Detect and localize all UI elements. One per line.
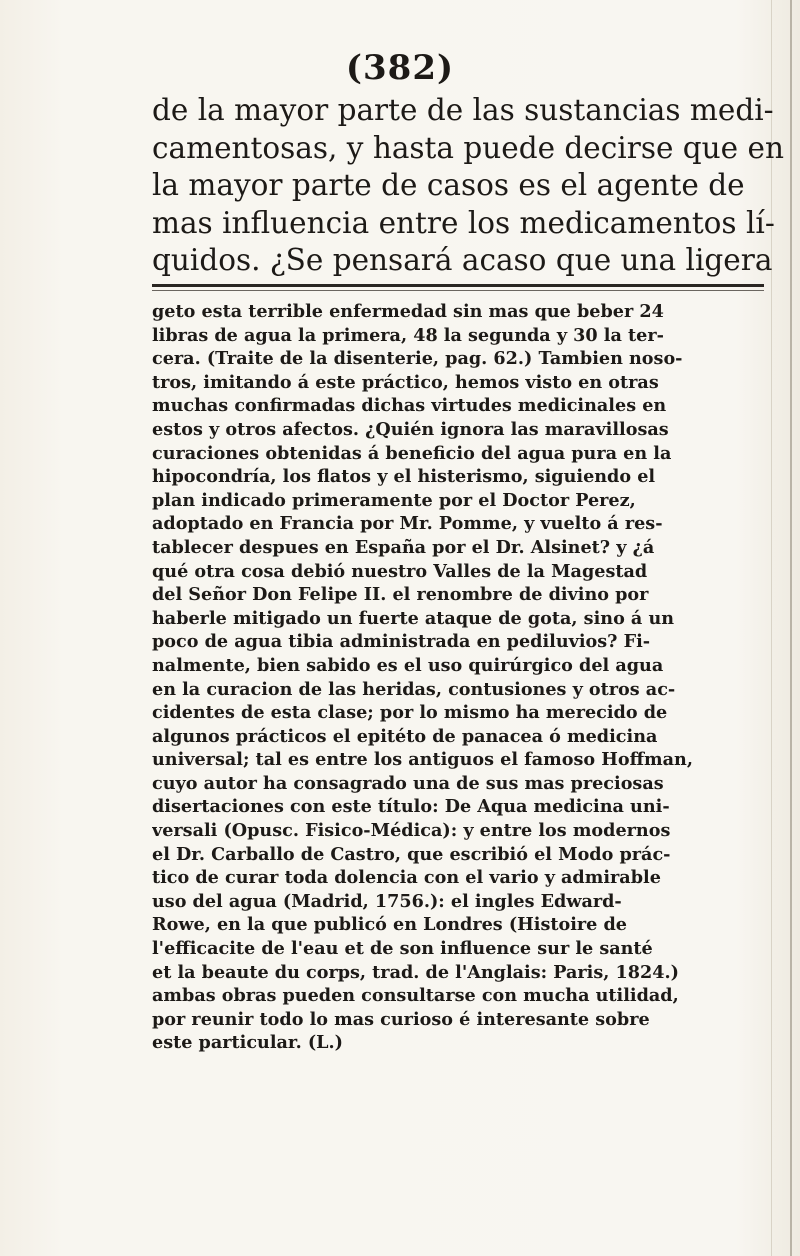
footnote-line: versali (Opusc. Fisico-Médica): y entre los modernos — [152, 820, 671, 842]
footnote-line: poco de agua tibia administrada en pediluvios? Fi- — [152, 631, 651, 653]
footnote-line: libras de agua la primera, 48 la segunda y 30 la ter- — [152, 324, 664, 346]
footnote-line: tablecer despues en España por el Dr. Alsinet? y ¿á — [152, 536, 655, 558]
footnote — [152, 300, 768, 1055]
footnote-divider-thin — [152, 290, 764, 291]
page-edge — [790, 0, 792, 1256]
footnote-line: plan indicado primeramente por el Doctor Perez, — [152, 489, 636, 511]
footnote-line: tros, imitando á este práctico, hemos visto en otras — [152, 371, 659, 393]
footnote-line: et la beaute du corps, trad. de l'Anglais: Paris, 1824.) — [152, 961, 679, 983]
footnote-line: estos y otros afectos. ¿Quién ignora las maravillosas — [152, 418, 669, 440]
footnote-line: este particular. (L.) — [152, 1032, 343, 1054]
footnote-line: tico de curar toda dolencia con el vario y admirable — [152, 867, 661, 889]
footnote-line: disertaciones con este título: De Aqua medicina uni- — [152, 796, 670, 818]
main-line: quidos. ¿Se pensará acaso que una ligera — [152, 243, 773, 277]
footnote-line: el Dr. Carballo de Castro, que escribió el Modo prác- — [152, 843, 671, 865]
footnote-line: qué otra cosa debió nuestro Valles de la Magestad — [152, 560, 648, 582]
footnote-line: hipocondría, los flatos y el histerismo, siguiendo el — [152, 466, 656, 488]
footnote-line: Rowe, en la que publicó en Londres (Histoire de — [152, 914, 627, 936]
footnote-line: l'efficacite de l'eau et de son influence sur le santé — [152, 938, 653, 960]
footnote-line: en la curacion de las heridas, contusiones y otros ac- — [152, 678, 676, 700]
main-line: mas influencia entre los medicamentos lí- — [152, 205, 775, 240]
footnote-line: curaciones obtenidas á beneficio del agua pura en la — [152, 442, 672, 464]
footnote-line: ambas obras pueden consultarse con mucha utilidad, — [152, 985, 679, 1007]
footnote-line: cera. (Traite de la disenterie, pag. 62.) Tambien noso- — [152, 348, 683, 370]
main-line: camentosas, y hasta puede decirse que en — [152, 130, 784, 165]
footnote-line: algunos prácticos el epitéto de panacea ó medicina — [152, 725, 658, 747]
footnote-line: del Señor Don Felipe II. el renombre de divino por — [152, 584, 649, 606]
footnote-line: adoptado en Francia por Mr. Pomme, y vuelto á res- — [152, 513, 663, 535]
footnote-line: universal; tal es entre los antiguos el famoso Hoffman, — [152, 749, 693, 771]
footnote-divider — [152, 284, 764, 287]
main-text — [152, 92, 784, 280]
footnote-line: cidentes de esta clase; por lo mismo ha merecido de — [152, 702, 668, 724]
footnote-line: haberle mitigado un fuerte ataque de gota, sino á un — [152, 607, 675, 629]
footnote-line: por reunir todo lo mas curioso é interesante sobre — [152, 1008, 650, 1030]
page-number: (382) — [345, 48, 455, 88]
footnote-line: nalmente, bien sabido es el uso quirúrgico del agua — [152, 654, 664, 676]
footnote-line: geto esta terrible enfermedad sin mas que beber 24 — [152, 301, 664, 322]
main-line: de la mayor parte de las sustancias medi- — [152, 93, 774, 127]
main-line: la mayor parte de casos es el agente de — [152, 168, 745, 202]
footnote-line: cuyo autor ha consagrado una de sus mas preciosas — [152, 772, 664, 794]
footnote-line: muchas confirmadas dichas virtudes medicinales en — [152, 395, 667, 417]
footnote-line: uso del agua (Madrid, 1756.): el ingles Edward- — [152, 890, 622, 912]
